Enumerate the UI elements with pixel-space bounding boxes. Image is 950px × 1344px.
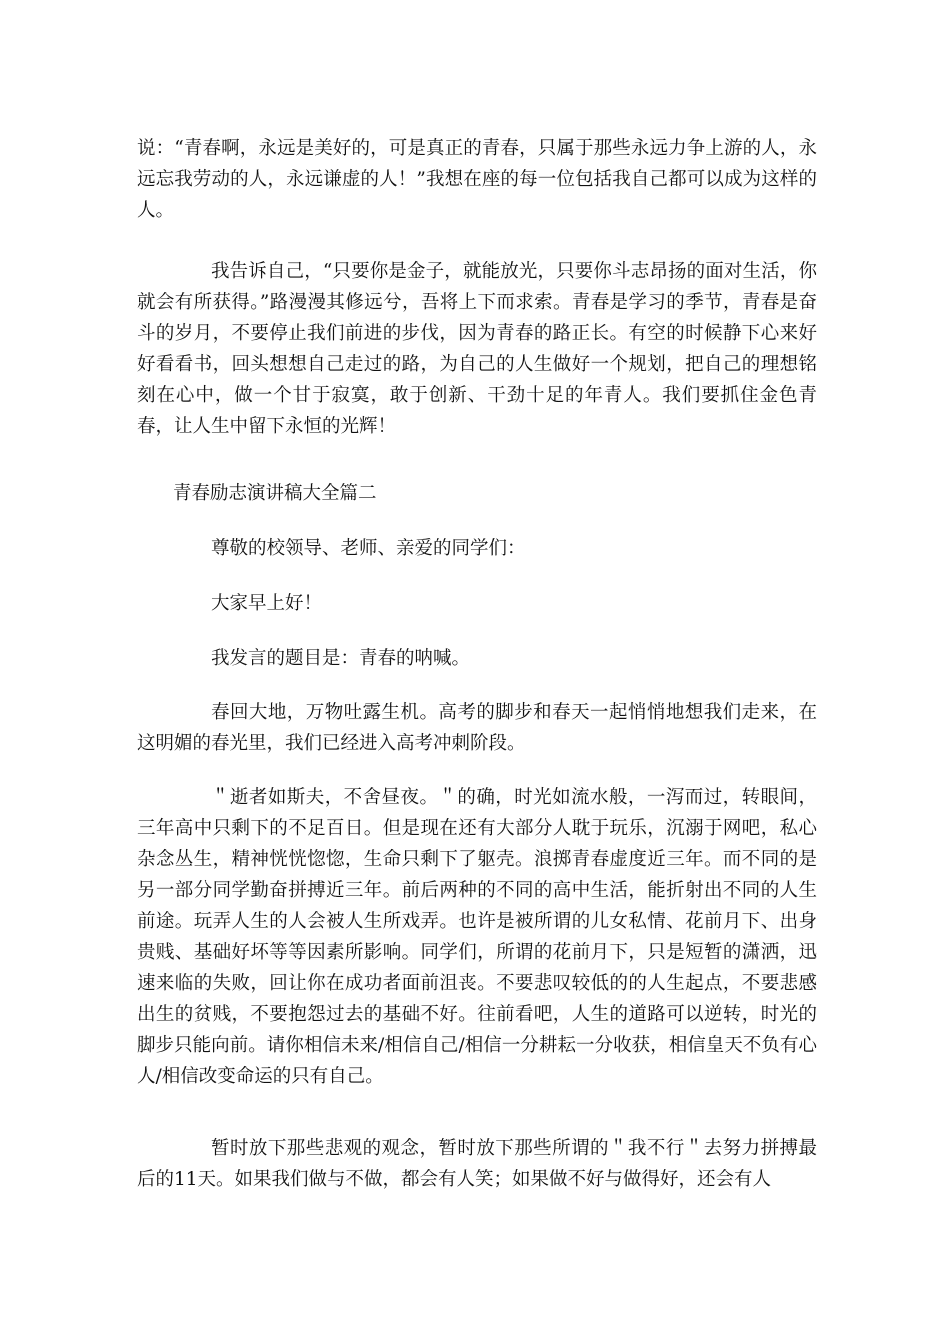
paragraph-4: ＂逝者如斯夫，不舍昼夜。＂的确，时光如流水般，一泻而过，转眼间，三年高中只剩下的不足百日。但是现在还有大部分人耽于玩乐，沉溺于网吧，私心杂念丛生，精神恍恍惚惚，生命只剩下了躯壳。浪掷青春虚度近三年。而不同的是另一部分同学勤奋拼搏近三年。前后两种的不同的高中生活，能折射出不同的人生前途。玩弄人生的人会被人生所戏弄。也许是被所谓的儿女私情、花前月下、出身贵贱、基础好坏等等因素所影响。同学们，所谓的花前月下，只是短暂的潇洒，迅速来临的失败，回让你在成功者面前沮丧。不要悲叹较低的的人生起点，不要悲感出生的贫贱，不要抱怨过去的基础不好。往前看吧，人生的道路可以逆转，时光的脚步只能向前。请你相信未来/相信自己/相信一分耕耘一分收获，相信皇天不负有心人/相信改变命运的只有自己。 xyxy=(137,787,817,1087)
paragraph-1: 说：“青春啊，永远是美好的，可是真正的青春，只属于那些永远力争上游的人，永远忘我劳动的人，永远谦虚的人！”我想在座的每一位包括我自己都可以成为这样的人。 xyxy=(137,138,817,221)
paragraph-5: 暂时放下那些悲观的观念，暂时放下那些所谓的＂我不行＂去努力拼搏最后的11天。如果我们做与不做，都会有人笑；如果做不好与做得好，还会有人 xyxy=(137,1138,817,1190)
greeting: 大家早上好！ xyxy=(211,593,323,614)
paragraph-2: 我告诉自己，“只要你是金子，就能放光，只要你斗志昂扬的面对生活，你就会有所获得。”路漫漫其修远兮，吾将上下而求索。青春是学习的季节，青春是奋斗的岁月，不要停止我们前进的步伐，因为青春的路正长。有空的时候静下心来好好看看书，回头想想自己走过的路，为自己的人生做好一个规划，把自己的理想铭刻在心中，做一个甘于寂寞，敢于创新、干劲十足的年青人。我们要抓住金色青春，让人生中留下永恒的光辉！ xyxy=(137,261,817,437)
salutation: 尊敬的校领导、老师、亲爱的同学们： xyxy=(211,538,526,559)
section-heading: 青春励志演讲稿大全篇二 xyxy=(173,483,377,504)
speech-topic: 我发言的题目是：青春的呐喊。 xyxy=(211,648,471,669)
paragraph-3: 春回大地，万物吐露生机。高考的脚步和春天一起悄悄地想我们走来，在这明媚的春光里，我们已经进入高考冲刺阶段。 xyxy=(137,702,817,754)
